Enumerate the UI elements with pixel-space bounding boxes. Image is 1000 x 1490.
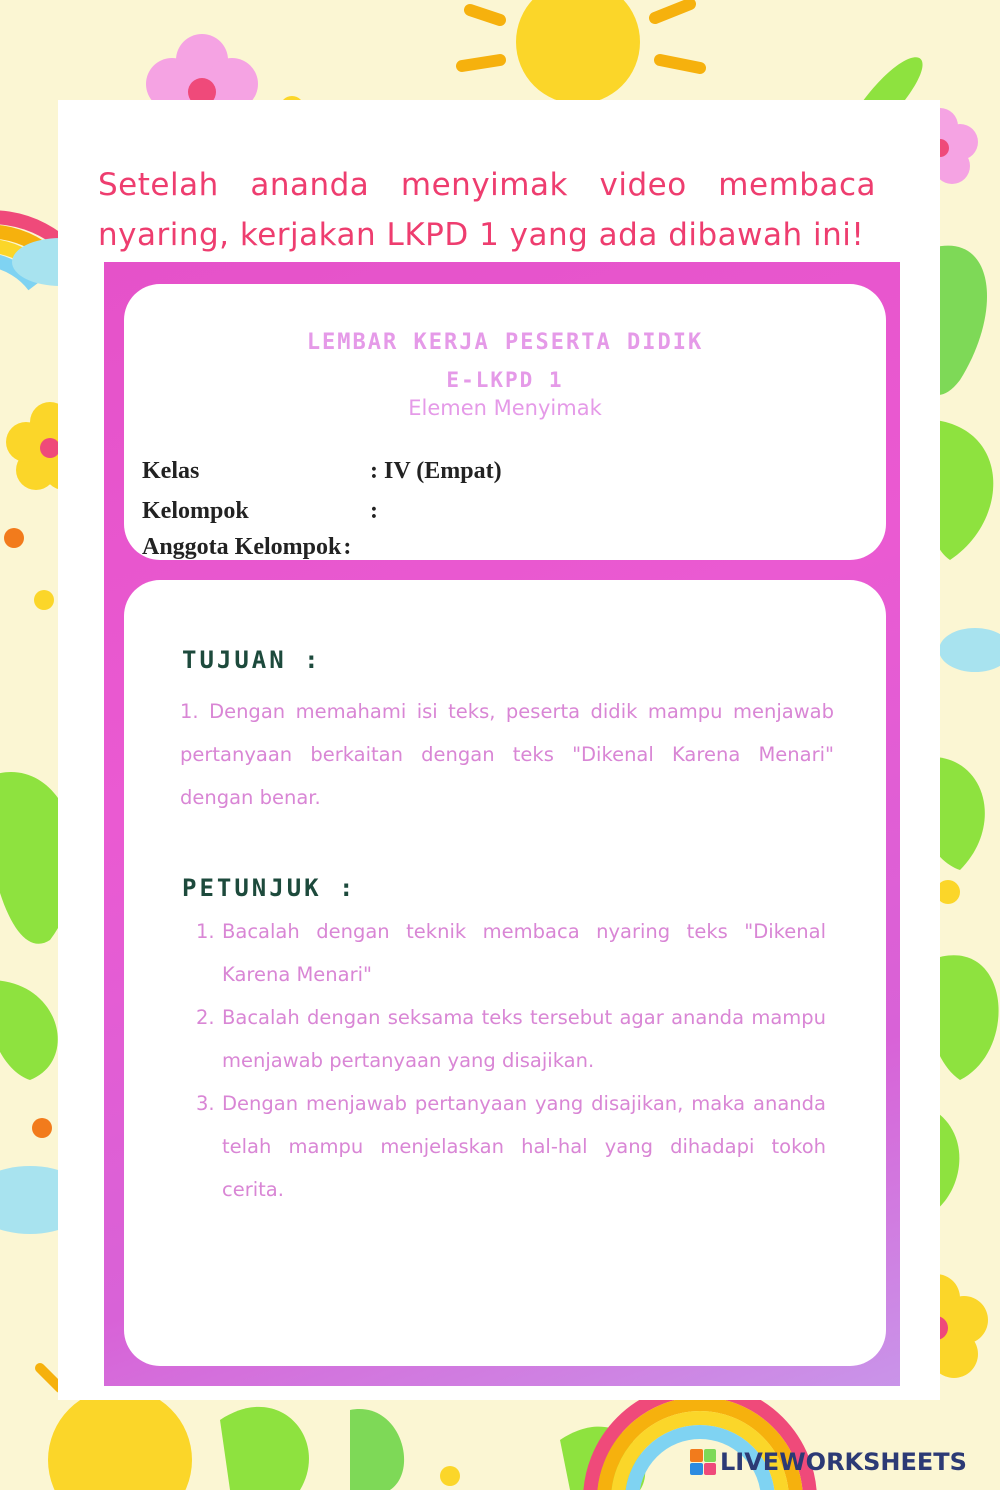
liveworksheets-logo-icon — [690, 1449, 716, 1475]
identity-row-anggota — [142, 534, 351, 561]
identity-label: Kelas — [142, 458, 200, 484]
list-number: 3. — [196, 1092, 215, 1115]
tujuan-text: 1. Dengan memahami isi teks, peserta didik mampu menjawab pertanyaan berkaitan dengan teks "Dikenal Karena Menari" dengan benar. — [180, 700, 834, 809]
petunjuk-list — [196, 910, 826, 1211]
header-card — [124, 284, 886, 560]
worksheet-code: E-LKPD 1 — [446, 368, 564, 392]
identity-value: : — [370, 498, 378, 524]
list-text: Bacalah dengan teknik membaca nyaring teks "Dikenal Karena Menari" — [222, 920, 826, 986]
identity-row-kelas — [142, 458, 502, 485]
list-text: Dengan menjawab pertanyaan yang disajikan, maka ananda telah mampu menjelaskan hal-hal yang dihadapi tokoh cerita. — [222, 1092, 826, 1201]
worksheet-title: LEMBAR KERJA PESERTA DIDIK — [306, 330, 704, 355]
worksheet-element: Elemen Menyimak — [408, 396, 602, 420]
tujuan-heading: TUJUAN : — [182, 646, 322, 674]
content-card — [124, 580, 886, 1366]
leaf-icon — [0, 980, 58, 1080]
sun-icon — [48, 1388, 192, 1490]
identity-row-kelompok — [142, 498, 378, 525]
liveworksheets-logo[interactable] — [690, 1448, 967, 1476]
instruction-text: Setelah ananda menyimak video membaca nyaring, kerjakan LKPD 1 yang ada dibawah ini! — [98, 167, 876, 253]
identity-label: Kelompok — [142, 498, 249, 524]
list-item — [196, 996, 826, 1082]
list-number: 1. — [196, 920, 215, 943]
list-item — [196, 1082, 826, 1211]
identity-value: : — [343, 534, 352, 560]
identity-value: : IV (Empat) — [370, 458, 502, 484]
worksheet-frame — [104, 262, 900, 1386]
petunjuk-heading: PETUNJUK : — [182, 874, 357, 902]
list-item — [196, 910, 826, 996]
list-text: Bacalah dengan seksama teks tersebut agar ananda mampu menjawab pertanyaan yang disajikan. — [222, 1006, 826, 1072]
brand-name: LIVEWORKSHEETS — [720, 1448, 967, 1476]
identity-label: Anggota Kelompok — [142, 534, 342, 560]
list-number: 2. — [196, 1006, 215, 1029]
